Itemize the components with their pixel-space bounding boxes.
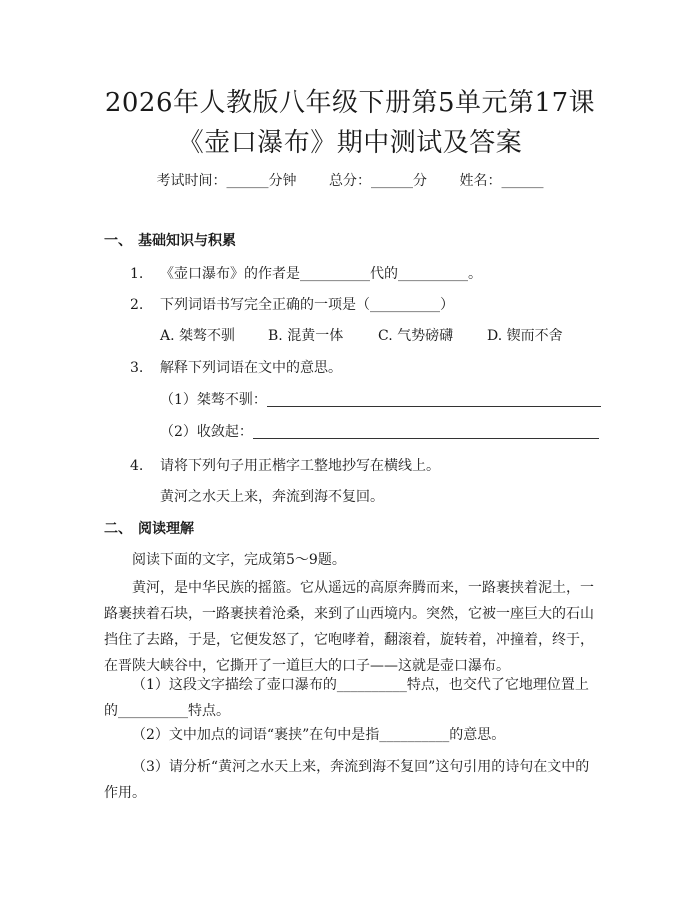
reading-passage: 黄河，是中华民族的摇篮。它从遥远的高原奔腾而来，一路裹挟着泥土，一路裹挟着石块，一路裹挟着沧桑，来到了山西境内。突然，它被一座巨大的石山挡住了去路，于是，它便发怒了，它咆哮着，翻滚着，旋转着，冲撞着，终于，在晋陕大峡谷中，它撕开了一道巨大的口子——这就是壶口瀑布。	[104, 580, 594, 674]
question-2-option-a: A. 桀骜不驯	[160, 328, 236, 344]
exam-info	[0, 170, 700, 190]
question-3-sub2-label: （2）收敛起：	[160, 424, 253, 440]
question-2-option-c: C. 气势磅礴	[378, 328, 454, 344]
question-3-text: 解释下列词语在文中的意思。	[160, 360, 342, 376]
page-title-line1: 2026年人教版八年级下册第5单元第17课	[104, 88, 596, 118]
question-3	[130, 357, 342, 377]
section-2-number: 二、	[104, 521, 132, 537]
question-2	[130, 294, 454, 314]
section-1-title: 基础知识与积累	[138, 233, 236, 249]
question-4-text: 请将下列句子用正楷字工整地抄写在横线上。	[160, 458, 440, 474]
reading-question-2: （2）文中加点的词语“裹挟”在句中是指__________的意思。	[132, 727, 506, 743]
question-2-text: 下列词语书写完全正确的一项是（__________）	[160, 297, 454, 313]
section-2-heading	[104, 518, 194, 538]
reading-question-1: （1）这段文字描绘了壶口瀑布的__________特点，也交代了它地理位置上的__________特点。	[104, 677, 589, 719]
question-3-sub2	[160, 421, 599, 441]
section-1-number: 一、	[104, 233, 132, 249]
question-2-option-b: B. 混黄一体	[268, 328, 344, 344]
section-1-heading	[104, 230, 236, 250]
total-score: 总分：______分	[329, 173, 427, 189]
answer-line	[253, 424, 599, 439]
section-2-title: 阅读理解	[138, 521, 194, 537]
answer-line	[267, 392, 601, 407]
question-1	[130, 263, 482, 283]
exam-time: 考试时间：______分钟	[156, 173, 297, 189]
question-2-option-d: D. 锲而不舍	[487, 328, 563, 344]
question-1-text: 《壶口瀑布》的作者是__________代的__________。	[160, 266, 482, 282]
reading-question-3: （3）请分析“黄河之水天上来，奔流到海不复回”这句引用的诗句在文中的作用。	[104, 759, 590, 801]
page-title-line2: 《壶口瀑布》期中测试及答案	[177, 128, 523, 158]
question-2-number: 2.	[130, 297, 144, 313]
question-3-sub1-label: （1）桀骜不驯：	[160, 392, 267, 408]
reading-intro: 阅读下面的文字，完成第5～9题。	[132, 552, 346, 568]
student-name: 姓名：______	[459, 173, 544, 189]
question-3-number: 3.	[130, 360, 144, 376]
question-4-sentence: 黄河之水天上来，奔流到海不复回。	[160, 489, 384, 505]
question-4-number: 4.	[130, 458, 144, 474]
question-3-sub1	[160, 389, 601, 409]
question-4	[130, 455, 440, 475]
question-1-number: 1.	[130, 266, 144, 282]
